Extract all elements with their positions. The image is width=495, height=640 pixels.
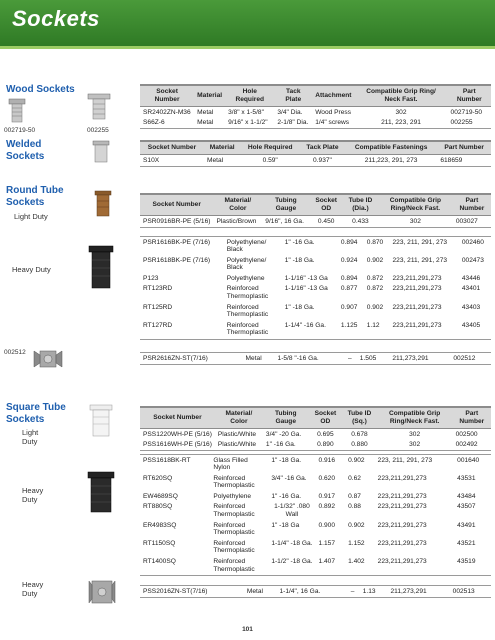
table-cell: PSS2016ZN-ST(7/16) [140, 586, 244, 598]
table-cell: ER4983SQ [143, 521, 177, 529]
table-row [140, 353, 491, 365]
table-cell: – [343, 353, 357, 365]
table-row [140, 107, 491, 118]
table-cell: 0.902 [366, 256, 384, 264]
table-cell: 223,211,291,273 [392, 274, 442, 282]
table-cell: 0.892 [318, 503, 336, 511]
welded-socket-image [92, 140, 110, 164]
table-cell: 002719-50 [448, 107, 491, 118]
table-cell: 223,211,291,273 [377, 503, 427, 511]
table-cell: 0.678 [342, 429, 377, 440]
square-tube-sockets-title: Square Tube Sockets [6, 402, 66, 425]
column-header: Compatible Grip Ring/Neck Fast. [377, 407, 453, 429]
square-light-table [140, 406, 491, 451]
column-header: Tubing Gauge [263, 407, 309, 429]
table-cell: PSR2616ZN-ST(7/16) [140, 353, 243, 365]
table-row [140, 155, 491, 167]
table-cell: 1-1/4" -18 Ga. [271, 539, 313, 547]
table-cell: S10X [140, 155, 204, 167]
table-cell: 0.87 [348, 492, 361, 500]
square-heavy-table [140, 454, 491, 576]
table-cell: 2-1/8" Dia. [274, 118, 312, 129]
table-cell: RT620SQ [143, 474, 173, 482]
table-cell: 1-1/2" -18 Ga. [268, 557, 315, 576]
table-cell: 211,273,291 [389, 353, 450, 365]
table-cell: 1.157 [318, 539, 336, 547]
table-cell: – [345, 586, 359, 598]
table-cell: PSR1618BK-PE (7/16) [143, 256, 211, 264]
column-header: Tube ID (Sq.) [342, 407, 377, 429]
table-row [140, 284, 491, 302]
table-cell: 43446 [461, 274, 481, 282]
round-heavy-table [140, 236, 491, 340]
column-header: Tack Plate [300, 141, 345, 155]
wood-sockets-title: Wood Sockets [6, 84, 75, 95]
table-cell: Reinforced Thermoplastic [213, 521, 255, 537]
table-cell: 0.937" [300, 155, 345, 167]
table-cell: Polyethylene/ Black [224, 237, 282, 256]
table-cell: 1.152 [348, 539, 365, 547]
table-cell: 003027 [453, 216, 491, 228]
table-row [140, 216, 491, 228]
table-cell: Glass Filled Nylon [210, 455, 268, 474]
star-nut-socket-image [30, 347, 66, 371]
table-row [140, 302, 491, 320]
table-cell: 1-1/16" -13 Ga [284, 274, 328, 282]
table-cell: RT127RD [140, 320, 224, 339]
table-cell: 3/4" Dia. [274, 107, 312, 118]
square-heavy-duty-label: Heavy Duty [22, 486, 44, 504]
table-row [140, 255, 491, 273]
table-cell: 0.450 [309, 216, 342, 228]
table-cell: 002473 [461, 256, 484, 264]
table-cell: 43521 [457, 539, 476, 547]
table-cell: 0.917 [318, 492, 336, 500]
round-heavy-socket-image [86, 244, 116, 294]
table-row [140, 586, 491, 598]
table-cell: 1-1/4", 16 Ga. [276, 586, 345, 598]
table-cell: 302 [377, 440, 453, 451]
table-cell: 0.880 [342, 440, 377, 451]
wood-sockets-table [140, 84, 491, 129]
table-cell: 0.872 [366, 285, 384, 293]
wood-caption-1: 002719-50 [4, 127, 36, 134]
table-cell: 223,211,291,273 [377, 474, 427, 482]
col-attachment: Attachment [312, 85, 354, 107]
round-heavy-duty-label: Heavy Duty [12, 265, 51, 274]
table-cell: Reinforced Thermoplastic [210, 557, 268, 576]
column-header: Material/ Color [215, 407, 263, 429]
welded-sockets-title: Welded Sockets [6, 139, 45, 162]
table-cell: Reinforced Thermoplastic [226, 285, 269, 301]
column-header: Part Number [453, 407, 491, 429]
table-cell: Reinforced Thermoplastic [213, 539, 255, 555]
table-cell: RT880SQ [143, 503, 173, 511]
round-extra-table [140, 352, 491, 365]
table-row [140, 491, 491, 502]
square-light-duty-label: Light Duty [22, 428, 39, 446]
round-light-socket-image [92, 190, 114, 218]
column-header: Socket OD [309, 407, 343, 429]
table-cell: 3/4" -20 Ga. [263, 429, 309, 440]
table-cell: 0.890 [309, 440, 343, 451]
column-header: Socket Number [140, 407, 215, 429]
table-cell: 0.59" [240, 155, 300, 167]
table-cell: EW4689SQ [143, 492, 178, 500]
table-cell: 302 [377, 429, 453, 440]
table-cell: SR2402ZN-M36 [140, 107, 194, 118]
table-cell: 1" -18 Ga. [284, 256, 315, 264]
table-cell: 302 [378, 216, 453, 228]
table-cell: 43519 [454, 557, 491, 576]
table-cell: 0.894 [338, 237, 364, 256]
table-row [140, 429, 491, 440]
table-cell: 002512 [450, 353, 491, 365]
column-header: Hole Required [240, 141, 300, 155]
table-cell: Polyethylene/ Black [226, 256, 267, 272]
table-cell: 0.877 [340, 285, 358, 293]
table-row [140, 118, 491, 129]
round-tube-sockets-title: Round Tube Sockets [6, 185, 64, 208]
table-cell: 002460 [459, 237, 491, 256]
col-part-number: Part Number [448, 85, 491, 107]
table-cell: 0.902 [348, 521, 365, 529]
table-row [140, 273, 491, 284]
table-cell: 223,211,291,273 [392, 285, 442, 293]
table-cell: Polyethylene [226, 274, 265, 282]
table-cell: 1.125 [338, 320, 364, 339]
table-cell: 223, 211, 291, 273 [392, 256, 448, 264]
table-cell: 0.916 [316, 455, 346, 474]
table-cell: 211, 223, 291 [354, 118, 447, 129]
table-cell: 1.12 [364, 320, 390, 339]
table-cell: Plastic/Brown [213, 216, 262, 228]
table-cell: 002255 [448, 118, 491, 129]
table-cell: PSS1618BK-RT [140, 455, 210, 474]
star-nut-caption: 002512 [4, 349, 26, 356]
table-cell: 1/4" screws [312, 118, 354, 129]
table-cell: 0.62 [348, 474, 361, 482]
column-header: Tube ID (Dia.) [343, 194, 378, 216]
table-cell: 0.894 [340, 274, 358, 282]
page-number: 101 [242, 626, 253, 633]
table-cell: 002500 [453, 429, 491, 440]
table-cell: 1" -18 Ga. [268, 455, 315, 474]
table-cell: 0.433 [343, 216, 378, 228]
table-cell: 0.924 [340, 256, 358, 264]
table-cell: Plastic/White [215, 429, 263, 440]
table-cell: Wood Press [312, 107, 354, 118]
table-cell: 3/4" -16 Ga. [271, 474, 307, 482]
column-header: Part Number [453, 194, 491, 216]
table-cell: 223,211,291,273 [377, 539, 427, 547]
column-header: Part Number [437, 141, 491, 155]
table-row [140, 473, 491, 491]
table-cell: 223,211,291,273 [392, 303, 442, 311]
table-cell: 0.88 [348, 503, 361, 511]
table-cell: Metal [204, 155, 240, 167]
table-cell: Metal [244, 586, 277, 598]
table-cell: 43507 [457, 503, 476, 511]
table-cell: PSR0916BR-PE (5/16) [140, 216, 213, 228]
table-cell: 43491 [457, 521, 476, 529]
col-compatible-grip: Compatible Grip Ring/ Neck Fast. [354, 85, 447, 107]
table-cell: 43531 [457, 474, 476, 482]
table-cell: RT1150SQ [143, 539, 176, 547]
table-cell: 9/16", 16 Ga. [262, 216, 309, 228]
col-tack-plate: Tack Plate [274, 85, 312, 107]
table-cell: 223,211,291,273 [375, 557, 455, 576]
table-cell: RT1400SQ [140, 557, 210, 576]
table-cell: RT125RD [143, 303, 173, 311]
table-cell: 43405 [459, 320, 491, 339]
round-light-duty-label: Light Duty [14, 212, 48, 221]
column-header: Socket Number [140, 141, 204, 155]
table-cell: 43401 [461, 285, 481, 293]
table-cell: 1.407 [316, 557, 346, 576]
table-cell: Reinforced Thermoplastic [224, 320, 282, 339]
table-cell: S66Z-6 [140, 118, 194, 129]
table-cell: 1" -16 Ga. [271, 492, 302, 500]
header-divider [0, 46, 495, 49]
table-cell: 0.620 [318, 474, 336, 482]
table-cell: 1.13 [360, 586, 388, 598]
column-header: Compatible Grip Ring/Neck Fast. [378, 194, 453, 216]
column-header: Tubing Gauge [262, 194, 309, 216]
table-cell: 1-1/4" -16 Ga. [282, 320, 338, 339]
square-extra-heavy-duty-label: Heavy Duty [22, 580, 44, 598]
column-header: Socket Number [140, 194, 213, 216]
table-cell: P123 [143, 274, 159, 282]
table-row [140, 455, 491, 474]
square-metal-socket-image [88, 577, 116, 607]
table-cell: 0.872 [366, 274, 384, 282]
table-cell: Reinforced Thermoplastic [213, 503, 255, 519]
table-cell: 0.695 [309, 429, 343, 440]
table-cell: 618659 [437, 155, 491, 167]
table-cell: 002492 [453, 440, 491, 451]
table-cell: 1" -16 Ga. [263, 440, 309, 451]
table-cell: Plastic/White [215, 440, 263, 451]
table-cell: 211,223, 291, 273 [345, 155, 437, 167]
table-cell: Metal [194, 118, 225, 129]
wood-caption-2: 002255 [87, 127, 109, 134]
table-cell: 43484 [457, 492, 476, 500]
table-cell: 223, 211, 291, 273 [375, 455, 455, 474]
table-cell: 9/16" x 1-1/2" [225, 118, 274, 129]
table-cell: 1.505 [357, 353, 390, 365]
table-cell: 1-1/32" .080 Wall [274, 503, 310, 519]
column-header: Compatible Fastenings [345, 141, 437, 155]
table-cell: Polyethylene [213, 492, 252, 500]
table-cell: PSR1616BK-PE (7/16) [140, 237, 224, 256]
table-cell: Reinforced Thermoplastic [226, 303, 269, 319]
table-cell: 1" -18 Ga [271, 521, 300, 529]
table-cell: 1-5/8 "-16 Ga. [275, 353, 343, 365]
table-cell: 3/8" x 1-5/8" [225, 107, 274, 118]
wood-socket-image-1 [6, 98, 28, 124]
table-cell: 302 [354, 107, 447, 118]
table-cell: RT123RD [143, 285, 173, 293]
wood-socket-image-2 [86, 92, 112, 122]
table-cell: 211,273,291 [388, 586, 450, 598]
table-cell: 0.902 [345, 455, 375, 474]
table-cell: 0.900 [318, 521, 336, 529]
table-cell: 223,211,291,273 [377, 492, 427, 500]
col-material: Material [194, 85, 225, 107]
table-cell: 0.902 [366, 303, 384, 311]
table-cell: 0.870 [364, 237, 390, 256]
round-light-table [140, 193, 491, 228]
table-cell: 43403 [461, 303, 481, 311]
square-extra-table [140, 585, 491, 598]
column-header: Material [204, 141, 240, 155]
table-cell: PSS1616WH-PE (5/16) [140, 440, 215, 451]
col-socket-number: Socket Number [140, 85, 194, 107]
column-header: Socket OD [309, 194, 342, 216]
table-cell: 1" -18 Ga. [284, 303, 315, 311]
table-cell: 002513 [450, 586, 491, 598]
table-cell: 223,211,291,273 [377, 521, 427, 529]
table-cell: 223, 211, 291, 273 [390, 237, 459, 256]
table-cell: 223,211,291,273 [390, 320, 459, 339]
column-header: Material/ Color [213, 194, 262, 216]
table-row [140, 557, 491, 576]
welded-sockets-table [140, 140, 491, 167]
table-row [140, 538, 491, 556]
table-cell: Reinforced Thermoplastic [213, 474, 255, 490]
square-heavy-socket-image [86, 470, 116, 516]
table-row [140, 520, 491, 538]
table-row [140, 237, 491, 256]
col-hole-required: Hole Required [225, 85, 274, 107]
table-cell: 1-1/16" -13 Ga [284, 285, 328, 293]
table-row [140, 502, 491, 520]
table-cell: 1" -16 Ga. [282, 237, 338, 256]
page-title: Sockets [12, 6, 100, 31]
table-cell: Metal [194, 107, 225, 118]
table-cell: 1.402 [345, 557, 375, 576]
square-light-socket-image [88, 404, 114, 438]
table-cell: PSS1220WH-PE (5/16) [140, 429, 215, 440]
table-row [140, 320, 491, 339]
table-cell: 0.907 [340, 303, 358, 311]
table-cell: Metal [243, 353, 275, 365]
table-row [140, 440, 491, 451]
table-cell: 001640 [454, 455, 491, 474]
